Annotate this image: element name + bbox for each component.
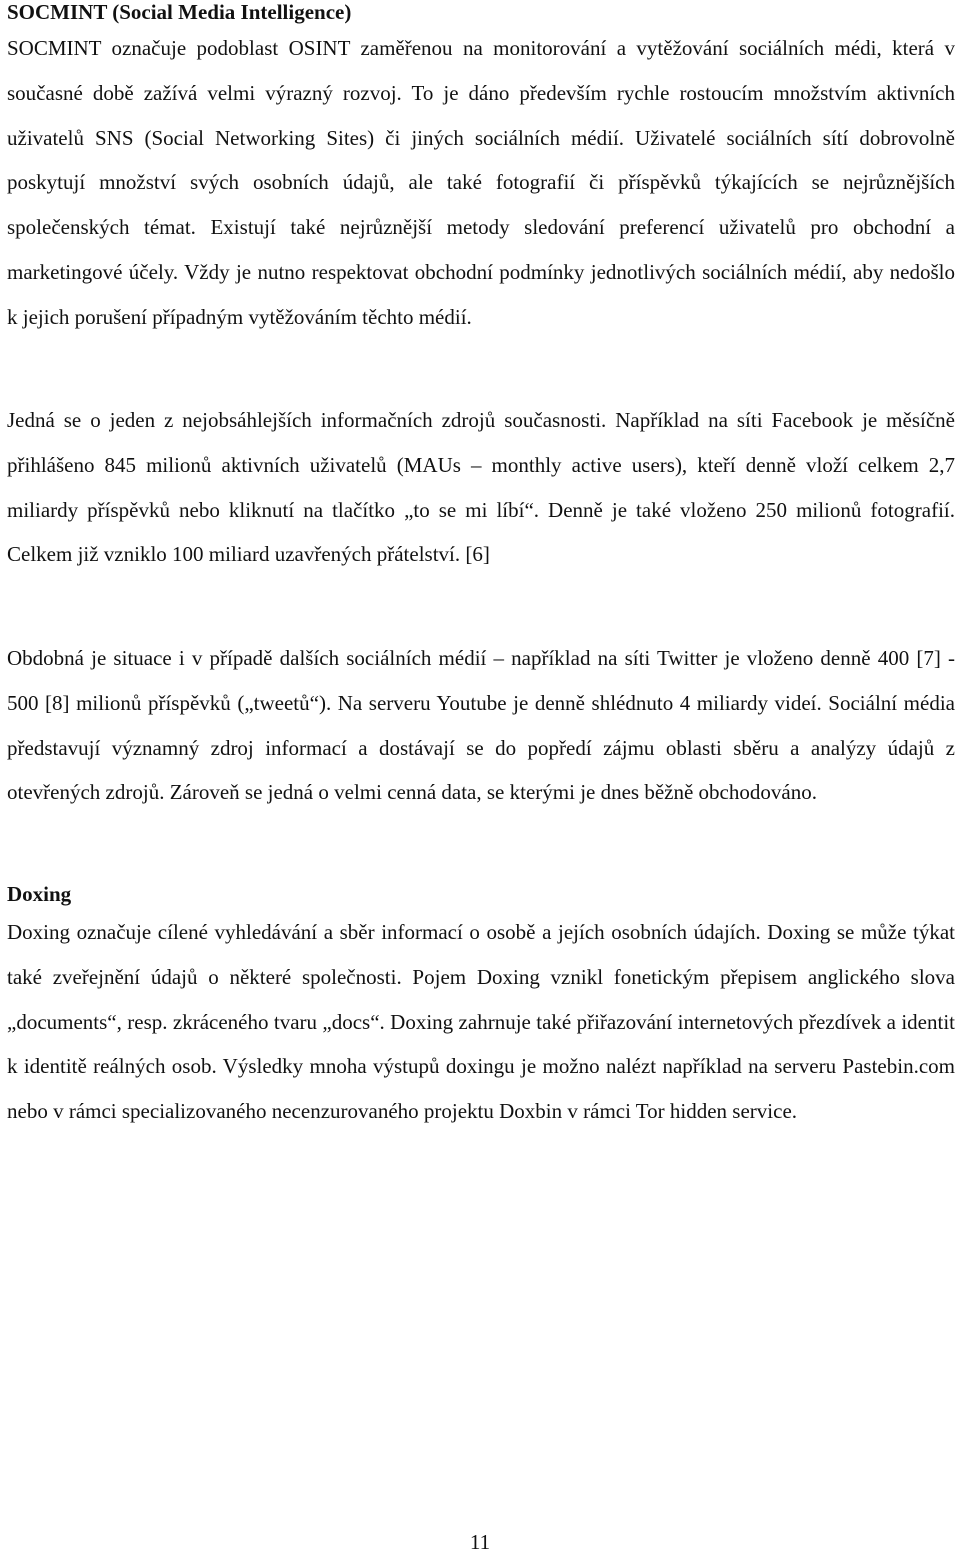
paragraph: SOCMINT označuje podoblast OSINT zaměřenou na monitorování a vytěžování sociálních médi, která v současné době zažívá velmi výrazný rozvoj. To je dáno především rychle rostoucím množstvím aktivních uživatelů SNS (Social Networking Sites) či jiných sociálních médií. Uživatelé sociálních sítí dobrovolně poskytují množství svých osobních údajů, ale také fotografií či příspěvků týkajících se nejrůznějších společenských témat. Existují také nejrůznější metody sledování preferencí uživatelů pro obchodní a marketingové účely. Vždy je nutno respektovat obchodní podmínky jednotlivých sociálních médií, aby nedošlo k jejich porušení případným vytěžováním těchto médií. — [7, 36, 955, 329]
section-heading-doxing: Doxing — [7, 882, 72, 906]
page-number: 11 — [469, 1530, 491, 1554]
paragraph: Jedná se o jeden z nejobsáhlejších informačních zdrojů současnosti. Například na síti Facebook je měsíčně přihlášeno 845 milionů aktivních uživatelů (MAUs – monthly active users), kteří denně vloží celkem 2,7 miliardy příspěvků nebo kliknutí na tlačítko „to se mi líbí“. Denně je také vloženo 250 milionů fotografií. Celkem již vzniklo 100 miliard uzavřených přátelství. [6] — [7, 408, 955, 567]
paragraph: Doxing označuje cílené vyhledávání a sběr informací o osobě a jejích osobních údajích. Doxing se může týkat také zveřejnění údajů o některé společnosti. Pojem Doxing vznikl fonetickým přepisem anglického slova „documents“, resp. zkráceného tvaru „docs“. Doxing zahrnuje také přiřazování internetových přezdívek a identit k identitě reálných osob. Výsledky mnoha výstupů doxingu je možno nalézt například na serveru Pastebin.com nebo v rámci specializovaného necenzurovaného projektu Doxbin v rámci Tor hidden service. — [7, 920, 955, 1124]
section-heading-socmint: SOCMINT (Social Media Intelligence) — [7, 0, 352, 24]
paragraph: Obdobná je situace i v případě dalších sociálních médií – například na síti Twitter je vloženo denně 400 [7] - 500 [8] milionů příspěvků („tweetů“). Na serveru Youtube je denně shlédnuto 4 miliardy videí. Sociální média představují významný zdroj informací a dostávají se do popředí zájmu oblasti sběru a analýzy údajů z otevřených zdrojů. Zároveň se jedná o velmi cenná data, se kterými je dnes běžně obchodováno. — [7, 646, 955, 805]
